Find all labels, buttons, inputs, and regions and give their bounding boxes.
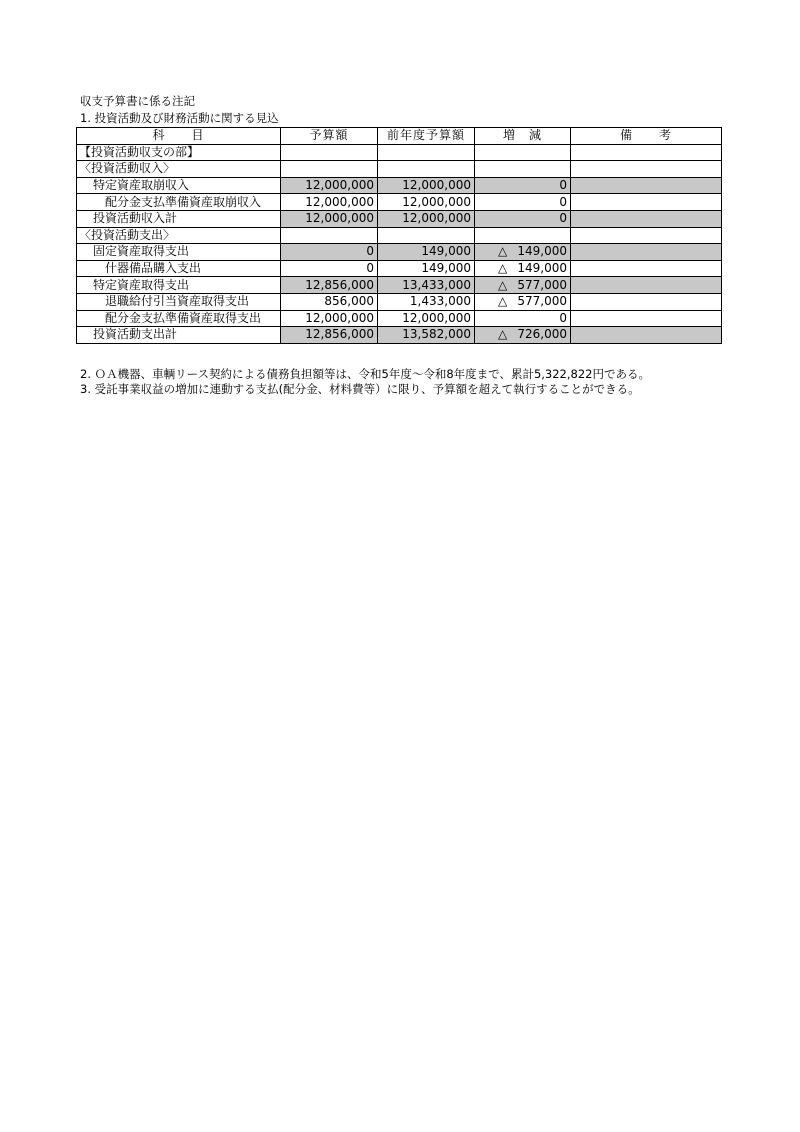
row-diff xyxy=(475,327,571,344)
row-budget: 12,856,000 xyxy=(281,277,378,294)
row-label: 什器備品購入支出 xyxy=(77,260,281,277)
row-note xyxy=(571,310,722,327)
row-note xyxy=(571,260,722,277)
row-prior xyxy=(378,161,475,178)
row-budget: 12,856,000 xyxy=(281,327,378,344)
row-prior: 149,000 xyxy=(378,244,475,261)
header-item: 科 目 xyxy=(77,128,281,145)
row-prior: 1,433,000 xyxy=(378,293,475,310)
row-budget xyxy=(281,227,378,244)
table-row xyxy=(77,177,722,194)
row-diff-value: 577,000 xyxy=(517,277,567,292)
row-note xyxy=(571,227,722,244)
decrease-mark: △ xyxy=(498,261,508,276)
row-budget: 12,000,000 xyxy=(281,210,378,227)
row-prior: 12,000,000 xyxy=(378,310,475,327)
row-note xyxy=(571,244,722,261)
table-row xyxy=(77,161,722,178)
section-title: 1. 投資活動及び財務活動に関する見込 xyxy=(80,111,279,125)
row-diff-value: 149,000 xyxy=(517,261,567,276)
row-note xyxy=(571,194,722,211)
row-budget: 0 xyxy=(281,260,378,277)
table-row xyxy=(77,260,722,277)
header-difference: 増 減 xyxy=(475,128,571,145)
row-prior: 149,000 xyxy=(378,260,475,277)
document-title: 収支予算書に係る注記 xyxy=(80,94,195,108)
row-label: 特定資産取崩収入 xyxy=(77,177,281,194)
header-prior-budget: 前年度予算額 xyxy=(378,128,475,145)
row-note xyxy=(571,327,722,344)
table-row xyxy=(77,194,722,211)
row-label: 固定資産取得支出 xyxy=(77,244,281,261)
table-row xyxy=(77,327,722,344)
decrease-mark: △ xyxy=(498,294,508,309)
decrease-mark: △ xyxy=(498,244,508,259)
row-label: 【投資活動収支の部】 xyxy=(77,144,281,161)
row-label: 〈投資活動収入〉 xyxy=(77,161,281,178)
row-prior: 12,000,000 xyxy=(378,194,475,211)
note-item: 3. 受託事業収益の増加に連動する支払(配分金、材料費等）に限り、予算額を超えて執行することができる。 xyxy=(80,382,640,396)
table-row xyxy=(77,144,722,161)
row-budget: 12,000,000 xyxy=(281,194,378,211)
row-note xyxy=(571,144,722,161)
row-diff-value: 149,000 xyxy=(517,244,567,259)
row-diff-value: 0 xyxy=(559,310,567,325)
row-budget xyxy=(281,161,378,178)
table-row xyxy=(77,244,722,261)
row-diff-value: 577,000 xyxy=(517,294,567,309)
table-header-row xyxy=(77,128,722,145)
row-label: 〈投資活動支出〉 xyxy=(77,227,281,244)
row-note xyxy=(571,277,722,294)
row-diff xyxy=(475,260,571,277)
row-diff xyxy=(475,210,571,227)
table-row xyxy=(77,310,722,327)
budget-table xyxy=(76,127,722,344)
row-diff xyxy=(475,144,571,161)
row-label: 配分金支払準備資産取得支出 xyxy=(77,310,281,327)
row-budget: 0 xyxy=(281,244,378,261)
row-budget: 12,000,000 xyxy=(281,177,378,194)
row-diff xyxy=(475,227,571,244)
row-diff xyxy=(475,244,571,261)
row-budget: 856,000 xyxy=(281,293,378,310)
row-note xyxy=(571,210,722,227)
row-budget: 12,000,000 xyxy=(281,310,378,327)
row-label: 退職給付引当資産取得支出 xyxy=(77,293,281,310)
row-diff xyxy=(475,194,571,211)
row-prior: 12,000,000 xyxy=(378,177,475,194)
row-prior xyxy=(378,227,475,244)
row-label: 投資活動収入計 xyxy=(77,210,281,227)
row-diff xyxy=(475,293,571,310)
row-prior: 12,000,000 xyxy=(378,210,475,227)
row-note xyxy=(571,161,722,178)
table-row xyxy=(77,227,722,244)
row-note xyxy=(571,177,722,194)
decrease-mark: △ xyxy=(498,327,508,342)
row-diff xyxy=(475,161,571,178)
row-diff xyxy=(475,310,571,327)
header-budget: 予算額 xyxy=(281,128,378,145)
row-label: 投資活動支出計 xyxy=(77,327,281,344)
table-row xyxy=(77,210,722,227)
header-remarks: 備 考 xyxy=(571,128,722,145)
row-prior: 13,582,000 xyxy=(378,327,475,344)
table-row xyxy=(77,293,722,310)
row-budget xyxy=(281,144,378,161)
row-prior: 13,433,000 xyxy=(378,277,475,294)
decrease-mark: △ xyxy=(498,277,508,292)
row-diff-value: 0 xyxy=(559,194,567,209)
row-label: 特定資産取得支出 xyxy=(77,277,281,294)
row-diff xyxy=(475,177,571,194)
row-label: 配分金支払準備資産取崩収入 xyxy=(77,194,281,211)
table-row xyxy=(77,277,722,294)
row-diff-value: 726,000 xyxy=(517,327,567,342)
row-diff xyxy=(475,277,571,294)
row-diff-value: 0 xyxy=(559,178,567,193)
row-prior xyxy=(378,144,475,161)
row-diff-value: 0 xyxy=(559,211,567,226)
notes-block xyxy=(80,367,650,397)
row-note xyxy=(571,293,722,310)
note-item: 2. ＯＡ機器、車輌リース契約による債務負担額等は、令和5年度～令和8年度まで、累計5,322,822円である。 xyxy=(80,367,650,381)
